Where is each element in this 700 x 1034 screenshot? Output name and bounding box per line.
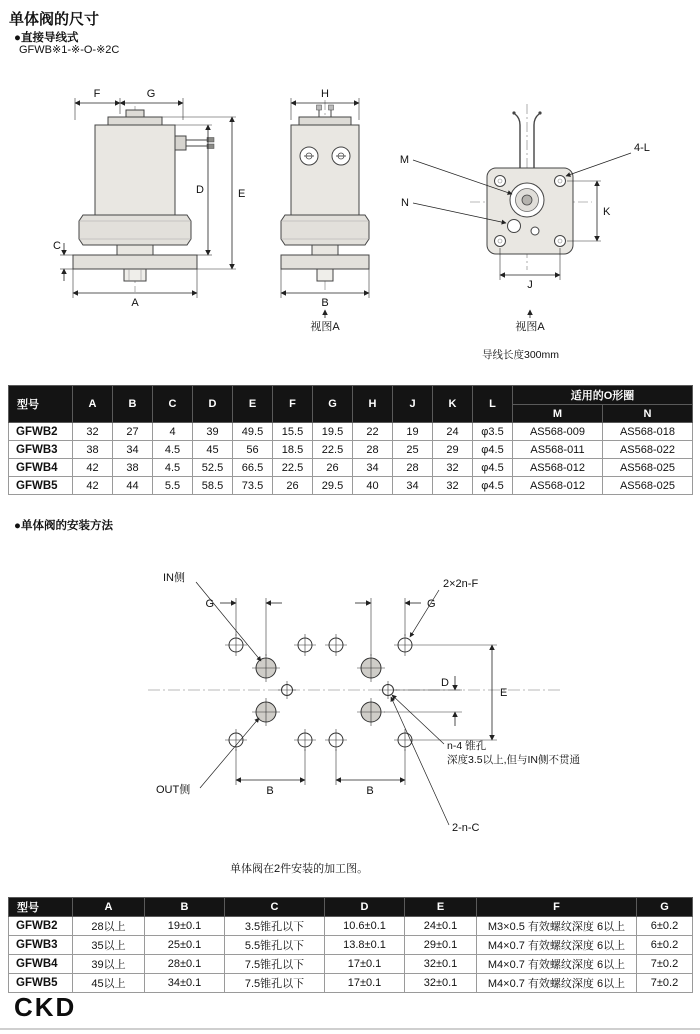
- t1-header-oring-m: M: [513, 405, 603, 423]
- table-row: [9, 477, 693, 495]
- value-cell: 45以上: [73, 974, 145, 993]
- diagram-caption: 单体阀在2件安装的加工图。: [230, 863, 369, 875]
- label-n: N: [401, 197, 409, 209]
- dim-label-j: J: [527, 279, 533, 291]
- value-cell: AS568-018: [603, 423, 693, 441]
- page-title: 单体阀的尺寸: [9, 11, 100, 28]
- t1-header-e: E: [233, 386, 273, 423]
- value-cell: 7±0.2: [637, 974, 693, 993]
- ckd-logo: CKD: [14, 992, 77, 1022]
- value-cell: 27: [113, 423, 153, 441]
- holes-c-note: 2-n-C: [452, 822, 480, 834]
- value-cell: 7±0.2: [637, 955, 693, 974]
- value-cell: 22.5: [273, 459, 313, 477]
- t2-header-c: C: [225, 898, 325, 917]
- dim-label-f: F: [93, 88, 101, 100]
- value-cell: 32: [433, 477, 473, 495]
- machining-table: [8, 897, 693, 993]
- value-cell: 15.5: [273, 423, 313, 441]
- value-cell: M4×0.7 有效螺纹深度 6以上: [477, 936, 637, 955]
- value-cell: 28±0.1: [145, 955, 225, 974]
- value-cell: 25±0.1: [145, 936, 225, 955]
- value-cell: 32±0.1: [405, 974, 477, 993]
- value-cell: φ3.5: [473, 423, 513, 441]
- value-cell: 29±0.1: [405, 936, 477, 955]
- mounting-diagram: [0, 556, 700, 868]
- value-cell: 19±0.1: [145, 917, 225, 936]
- value-cell: 34±0.1: [145, 974, 225, 993]
- value-cell: 28: [353, 441, 393, 459]
- dim-label-h: H: [321, 88, 329, 100]
- side-view-drawing: [281, 88, 369, 333]
- t2-header-f: F: [477, 898, 637, 917]
- value-cell: φ4.5: [473, 477, 513, 495]
- table-row: [9, 441, 693, 459]
- value-cell: 49.5: [233, 423, 273, 441]
- value-cell: 56: [233, 441, 273, 459]
- model-cell: GFWB3: [9, 441, 73, 459]
- value-cell: 45: [193, 441, 233, 459]
- value-cell: 26: [313, 459, 353, 477]
- t1-header-b: B: [113, 386, 153, 423]
- value-cell: M4×0.7 有效螺纹深度 6以上: [477, 974, 637, 993]
- t1-header-h: H: [353, 386, 393, 423]
- dim-e: E: [500, 687, 508, 699]
- t2-header-e: E: [405, 898, 477, 917]
- model-cell: GFWB4: [9, 955, 73, 974]
- value-cell: 38: [113, 459, 153, 477]
- cone-note-line2: 深度3.5以上,但与IN侧不贯通: [447, 754, 581, 766]
- value-cell: 25: [393, 441, 433, 459]
- view-a-caption-right: 视图A: [515, 321, 545, 333]
- table-row: [9, 423, 693, 441]
- value-cell: AS568-009: [513, 423, 603, 441]
- dim-label-b: B: [321, 297, 329, 309]
- model-cell: GFWB5: [9, 974, 73, 993]
- table-row: [9, 955, 693, 974]
- value-cell: 66.5: [233, 459, 273, 477]
- dimension-table: [8, 385, 693, 495]
- t1-header-oring-n: N: [603, 405, 693, 423]
- value-cell: 42: [73, 477, 113, 495]
- value-cell: 10.6±0.1: [325, 917, 405, 936]
- value-cell: 13.8±0.1: [325, 936, 405, 955]
- face-view-drawing: [400, 104, 650, 361]
- model-cell: GFWB3: [9, 936, 73, 955]
- table-row: [9, 936, 693, 955]
- value-cell: 3.5锥孔以下: [225, 917, 325, 936]
- value-cell: 26: [273, 477, 313, 495]
- dim-g-right: G: [427, 598, 436, 610]
- footer-divider: [0, 1028, 700, 1030]
- value-cell: AS568-012: [513, 459, 603, 477]
- value-cell: 39以上: [73, 955, 145, 974]
- t2-header-a: A: [73, 898, 145, 917]
- value-cell: AS568-012: [513, 477, 603, 495]
- value-cell: 5.5: [153, 477, 193, 495]
- value-cell: 29: [433, 441, 473, 459]
- value-cell: 28: [393, 459, 433, 477]
- value-cell: 73.5: [233, 477, 273, 495]
- value-cell: 17±0.1: [325, 955, 405, 974]
- value-cell: AS568-025: [603, 477, 693, 495]
- model-cell: GFWB2: [9, 917, 73, 936]
- in-side-label: IN侧: [163, 572, 185, 584]
- t1-header-j: J: [393, 386, 433, 423]
- table-row: [9, 459, 693, 477]
- value-cell: 58.5: [193, 477, 233, 495]
- table-row: [9, 917, 693, 936]
- value-cell: 24±0.1: [405, 917, 477, 936]
- value-cell: 17±0.1: [325, 974, 405, 993]
- t1-header-oring: 适用的O形圈: [513, 386, 693, 405]
- t2-header-model: 型号: [9, 898, 73, 917]
- front-view-drawing: [53, 88, 245, 309]
- value-cell: 34: [113, 441, 153, 459]
- section1-heading: ●直接导线式: [14, 32, 79, 44]
- out-side-label: OUT侧: [156, 784, 191, 796]
- dim-g-left: G: [205, 598, 214, 610]
- t1-header-a: A: [73, 386, 113, 423]
- value-cell: φ4.5: [473, 441, 513, 459]
- value-cell: 4.5: [153, 441, 193, 459]
- value-cell: AS568-025: [603, 459, 693, 477]
- t1-header-f: F: [273, 386, 313, 423]
- value-cell: 34: [353, 459, 393, 477]
- value-cell: 42: [73, 459, 113, 477]
- cone-note-line1: n-4 锥孔: [447, 740, 487, 752]
- model-cell: GFWB2: [9, 423, 73, 441]
- value-cell: 4: [153, 423, 193, 441]
- value-cell: 4.5: [153, 459, 193, 477]
- value-cell: 32: [433, 459, 473, 477]
- section2-heading: ●单体阀的安装方法: [14, 520, 113, 532]
- dimension-drawings: [0, 70, 700, 378]
- value-cell: 6±0.2: [637, 917, 693, 936]
- view-a-caption: 视图A: [310, 321, 340, 333]
- t1-header-model: 型号: [9, 386, 73, 423]
- value-cell: 44: [113, 477, 153, 495]
- value-cell: 52.5: [193, 459, 233, 477]
- label-4l: 4-L: [634, 142, 650, 154]
- t2-header-d: D: [325, 898, 405, 917]
- t1-header-g: G: [313, 386, 353, 423]
- holes-f-note: 2×2n-F: [443, 578, 479, 590]
- value-cell: 34: [393, 477, 433, 495]
- value-cell: 35以上: [73, 936, 145, 955]
- value-cell: 18.5: [273, 441, 313, 459]
- model-code: GFWB※1-※-O-※2C: [19, 44, 120, 56]
- value-cell: 7.5锥孔以下: [225, 974, 325, 993]
- label-m: M: [399, 154, 409, 166]
- t1-header-c: C: [153, 386, 193, 423]
- value-cell: 24: [433, 423, 473, 441]
- dim-label-c: C: [53, 240, 61, 252]
- dim-label-e: E: [238, 188, 246, 200]
- t1-header-d: D: [193, 386, 233, 423]
- value-cell: AS568-011: [513, 441, 603, 459]
- dim-label-a: A: [131, 297, 139, 309]
- value-cell: 32±0.1: [405, 955, 477, 974]
- value-cell: 22: [353, 423, 393, 441]
- value-cell: 19: [393, 423, 433, 441]
- table-row: [9, 974, 693, 993]
- model-cell: GFWB4: [9, 459, 73, 477]
- value-cell: M3×0.5 有效螺纹深度 6以上: [477, 917, 637, 936]
- value-cell: 39: [193, 423, 233, 441]
- value-cell: AS568-022: [603, 441, 693, 459]
- value-cell: 6±0.2: [637, 936, 693, 955]
- dim-label-k: K: [603, 206, 611, 218]
- value-cell: 7.5锥孔以下: [225, 955, 325, 974]
- value-cell: 32: [73, 423, 113, 441]
- t2-header-g: G: [637, 898, 693, 917]
- dim-label-g: G: [146, 88, 156, 100]
- dim-label-d: D: [196, 184, 204, 196]
- value-cell: 5.5锥孔以下: [225, 936, 325, 955]
- value-cell: 29.5: [313, 477, 353, 495]
- lead-wire-note: 导线长度300mm: [482, 349, 560, 361]
- t1-header-l: L: [473, 386, 513, 423]
- value-cell: 40: [353, 477, 393, 495]
- value-cell: 22.5: [313, 441, 353, 459]
- dim-b-right: B: [366, 785, 374, 797]
- dim-b-left: B: [266, 785, 274, 797]
- value-cell: 28以上: [73, 917, 145, 936]
- dim-d: D: [441, 677, 449, 689]
- value-cell: M4×0.7 有效螺纹深度 6以上: [477, 955, 637, 974]
- model-cell: GFWB5: [9, 477, 73, 495]
- t1-header-k: K: [433, 386, 473, 423]
- t2-header-b: B: [145, 898, 225, 917]
- value-cell: 19.5: [313, 423, 353, 441]
- value-cell: φ4.5: [473, 459, 513, 477]
- value-cell: 38: [73, 441, 113, 459]
